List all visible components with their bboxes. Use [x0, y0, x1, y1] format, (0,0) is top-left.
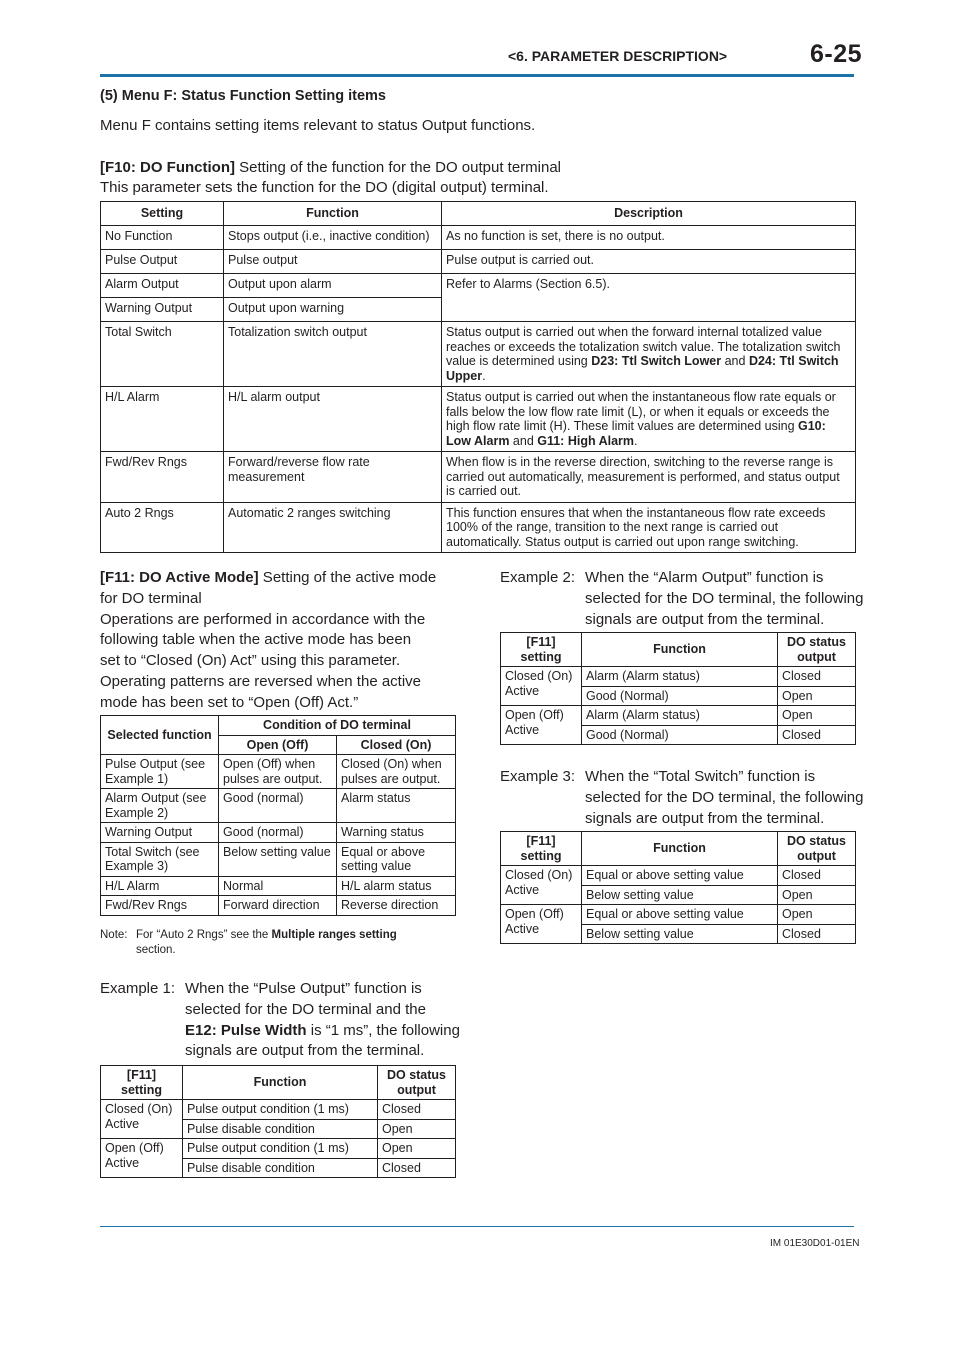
cell-function: Below setting value — [582, 924, 778, 944]
page-number: 6-25 — [810, 40, 863, 68]
example1-line: When the “Pulse Output” function is — [185, 980, 422, 997]
table-row — [501, 706, 856, 726]
menu-f-intro: Menu F contains setting items relevant to status Output functions. — [100, 117, 536, 134]
table-header-row — [501, 832, 856, 866]
col-header-condition: Condition of DO terminal — [219, 716, 456, 736]
table-row — [101, 250, 856, 274]
cell-open: Good (normal) — [219, 823, 337, 843]
cell-setting: Total Switch — [101, 322, 224, 387]
cell-function: Good (Normal) — [582, 725, 778, 745]
cell-selected: Total Switch (see Example 3) — [101, 842, 219, 876]
cell-description — [442, 387, 856, 452]
example1-text — [100, 979, 460, 1063]
document-code: IM 01E30D01-01EN — [770, 1238, 860, 1249]
desc-text: . — [482, 368, 486, 383]
col-header-do-status: DO status output — [778, 832, 856, 866]
cell-function: Pulse disable condition — [183, 1158, 378, 1178]
cell-description: Refer to Alarms (Section 6.5). — [442, 274, 856, 322]
f11-body-line: following table when the active mode has been — [100, 631, 412, 649]
cell-setting: Closed (On) Active — [501, 667, 582, 706]
desc-param-ref: G11: High Alarm — [537, 433, 635, 448]
example3-table — [500, 831, 856, 944]
f11-body-line: Operations are performed in accordance with the — [100, 610, 426, 628]
cell-setting: Open (Off) Active — [501, 905, 582, 944]
cell-setting: Warning Output — [101, 298, 224, 322]
table-row — [101, 755, 456, 789]
cell-selected: Fwd/Rev Rngs — [101, 896, 219, 916]
f10-title-rest: Setting of the function for the DO output terminal — [235, 159, 562, 176]
table-header-row — [101, 202, 856, 226]
cell-function: H/L alarm output — [224, 387, 442, 452]
f11-note — [100, 928, 460, 957]
cell-function: Output upon alarm — [224, 274, 442, 298]
cell-description: This function ensures that when the instantaneous flow rate exceeds 100% of the range, transition to the next range is carried out automatically. Status output is carried out upon range switching. — [442, 502, 856, 553]
f11-body-line: mode has been set to “Open (Off) Act.” — [100, 693, 359, 711]
cell-status: Closed — [378, 1100, 456, 1120]
footer-divider — [100, 1226, 854, 1227]
cell-function: Stops output (i.e., inactive condition) — [224, 226, 442, 250]
table-row — [501, 667, 856, 687]
note-label: Note: — [100, 929, 128, 941]
cell-status: Open — [778, 686, 856, 706]
example3-label: Example 3: — [500, 768, 576, 785]
cell-open: Open (Off) when pulses are output. — [219, 755, 337, 789]
cell-status: Open — [378, 1139, 456, 1159]
col-header-do-status: DO status output — [378, 1066, 456, 1100]
col-header-closed: Closed (On) — [337, 735, 456, 755]
cell-status: Open — [778, 885, 856, 905]
table-row — [101, 823, 456, 843]
example2-line: signals are output from the terminal. — [585, 610, 825, 628]
table-row — [501, 905, 856, 925]
table-row — [101, 1100, 456, 1120]
table-row — [501, 866, 856, 886]
desc-param-ref: D23: Ttl Switch Lower — [591, 354, 722, 368]
cell-selected: Pulse Output (see Example 1) — [101, 755, 219, 789]
cell-function: Totalization switch output — [224, 322, 442, 387]
cell-description: When flow is in the reverse direction, switching to the reverse range is carried out automatically, measurement is performed, and status output is carried out. — [442, 452, 856, 503]
cell-status: Open — [378, 1119, 456, 1139]
table-row — [101, 322, 856, 387]
col-header-function: Function — [582, 633, 778, 667]
col-header-function: Function — [224, 202, 442, 226]
cell-function: Below setting value — [582, 885, 778, 905]
f10-description: This parameter sets the function for the DO (digital output) terminal. — [100, 179, 549, 196]
f10-title-bold: [F10: DO Function] — [100, 159, 235, 176]
cell-description: Pulse output is carried out. — [442, 250, 856, 274]
menu-f-heading: (5) Menu F: Status Function Setting items — [100, 88, 386, 104]
example1-line: signals are output from the terminal. — [185, 1042, 425, 1060]
table-row — [101, 1139, 456, 1159]
f11-section — [100, 568, 460, 714]
header-divider — [100, 74, 854, 77]
cell-closed: H/L alarm status — [337, 876, 456, 896]
cell-function: Pulse output condition (1 ms) — [183, 1100, 378, 1120]
example2-line: selected for the DO terminal, the following — [585, 589, 864, 607]
f10-title — [100, 158, 561, 179]
table-row — [101, 896, 456, 916]
cell-function: Equal or above setting value — [582, 905, 778, 925]
cell-setting: H/L Alarm — [101, 387, 224, 452]
note-text-bold: Multiple ranges setting — [271, 929, 397, 941]
cell-status: Closed — [778, 924, 856, 944]
col-header-open: Open (Off) — [219, 735, 337, 755]
col-header-do-status: DO status output — [778, 633, 856, 667]
f11-title-bold: [F11: DO Active Mode] — [100, 569, 259, 586]
table-row — [101, 452, 856, 503]
table-header-row — [101, 716, 456, 736]
cell-closed: Closed (On) when pulses are output. — [337, 755, 456, 789]
cell-status: Open — [778, 905, 856, 925]
cell-status: Closed — [778, 667, 856, 687]
cell-function: Forward/reverse flow rate measurement — [224, 452, 442, 503]
cell-setting: Fwd/Rev Rngs — [101, 452, 224, 503]
col-header-selected-function: Selected function — [101, 716, 219, 755]
cell-open: Forward direction — [219, 896, 337, 916]
f11-body-line: set to “Closed (On) Act” using this parameter. — [100, 652, 401, 670]
col-header-f11-setting: [F11] setting — [501, 633, 582, 667]
desc-text: Status output is carried out when the forward internal totalized value reaches or exceeds the totalization switch value. The totalization switch value is determined using — [446, 325, 841, 368]
desc-text: and — [509, 433, 538, 448]
desc-text: . — [634, 433, 638, 448]
cell-status: Open — [778, 706, 856, 726]
cell-function: Equal or above setting value — [582, 866, 778, 886]
cell-status: Closed — [778, 725, 856, 745]
example2-text — [500, 568, 864, 631]
cell-closed: Warning status — [337, 823, 456, 843]
desc-text: Status output is carried out when the instantaneous flow rate equals or falls below the low flow rate limit (L), or when it equals or exceeds the high flow rate limit (H). These limit values are determined using — [446, 390, 836, 433]
cell-function: Automatic 2 ranges switching — [224, 502, 442, 553]
cell-description: As no function is set, there is no output. — [442, 226, 856, 250]
f11-body-line: Operating patterns are reversed when the active — [100, 672, 422, 690]
cell-selected: Alarm Output (see Example 2) — [101, 789, 219, 823]
example3-line: selected for the DO terminal, the following — [585, 788, 864, 806]
table-row — [101, 387, 856, 452]
note-text-c: section. — [136, 943, 176, 956]
col-header-function: Function — [582, 832, 778, 866]
cell-closed: Equal or above setting value — [337, 842, 456, 876]
table-row — [101, 502, 856, 553]
cell-function: Output upon warning — [224, 298, 442, 322]
desc-param-ref: G10: Low Alarm — [446, 419, 826, 448]
table-row — [101, 876, 456, 896]
col-header-setting: Setting — [101, 202, 224, 226]
cell-closed: Reverse direction — [337, 896, 456, 916]
f11-condition-table — [100, 715, 456, 916]
col-header-f11-setting: [F11] setting — [101, 1066, 183, 1100]
section-header: <6. PARAMETER DESCRIPTION> — [508, 48, 728, 64]
example2-table — [500, 632, 856, 745]
cell-open: Good (normal) — [219, 789, 337, 823]
table-row — [101, 842, 456, 876]
col-header-description: Description — [442, 202, 856, 226]
example1-table — [100, 1065, 456, 1178]
f11-title — [100, 568, 460, 589]
example2-line: When the “Alarm Output” function is — [585, 569, 824, 586]
f11-title-line2: for DO terminal — [100, 589, 202, 607]
cell-setting: Alarm Output — [101, 274, 224, 298]
cell-setting: Closed (On) Active — [501, 866, 582, 905]
table-header-row — [101, 1066, 456, 1100]
f11-title-rest: Setting of the active mode — [258, 569, 437, 586]
example3-text — [500, 767, 864, 830]
note-text — [136, 928, 460, 957]
cell-description — [442, 322, 856, 387]
col-header-f11-setting: [F11] setting — [501, 832, 582, 866]
cell-setting: Open (Off) Active — [501, 706, 582, 745]
example1-line: selected for the DO terminal and the — [185, 1000, 426, 1018]
cell-setting: Auto 2 Rngs — [101, 502, 224, 553]
col-header-function: Function — [183, 1066, 378, 1100]
cell-setting: Pulse Output — [101, 250, 224, 274]
example3-line: When the “Total Switch” function is — [585, 768, 816, 785]
example1-param-ref: E12: Pulse Width — [185, 1021, 307, 1039]
cell-open: Normal — [219, 876, 337, 896]
example1-label: Example 1: — [100, 980, 176, 997]
cell-function: Alarm (Alarm status) — [582, 706, 778, 726]
cell-function: Good (Normal) — [582, 686, 778, 706]
cell-open: Below setting value — [219, 842, 337, 876]
table-row — [101, 226, 856, 250]
example1-line — [185, 1021, 465, 1042]
cell-function: Pulse output condition (1 ms) — [183, 1139, 378, 1159]
cell-closed: Alarm status — [337, 789, 456, 823]
cell-status: Closed — [778, 866, 856, 886]
cell-function: Pulse output — [224, 250, 442, 274]
table-header-row — [501, 633, 856, 667]
cell-function: Pulse disable condition — [183, 1119, 378, 1139]
desc-text: and — [721, 354, 749, 368]
example3-line: signals are output from the terminal. — [585, 809, 825, 827]
cell-setting: Open (Off) Active — [101, 1139, 183, 1178]
cell-setting: Closed (On) Active — [101, 1100, 183, 1139]
table-row — [101, 789, 456, 823]
note-text-a: For “Auto 2 Rngs” see the — [136, 929, 272, 941]
f10-table — [100, 201, 856, 553]
example2-label: Example 2: — [500, 569, 576, 586]
cell-status: Closed — [378, 1158, 456, 1178]
cell-setting: No Function — [101, 226, 224, 250]
desc-param-ref: D24: Ttl Switch Upper — [446, 354, 839, 383]
cell-function: Alarm (Alarm status) — [582, 667, 778, 687]
example1-line3-rest: is “1 ms”, the following — [306, 1021, 460, 1039]
table-row — [101, 274, 856, 298]
cell-selected: H/L Alarm — [101, 876, 219, 896]
cell-selected: Warning Output — [101, 823, 219, 843]
